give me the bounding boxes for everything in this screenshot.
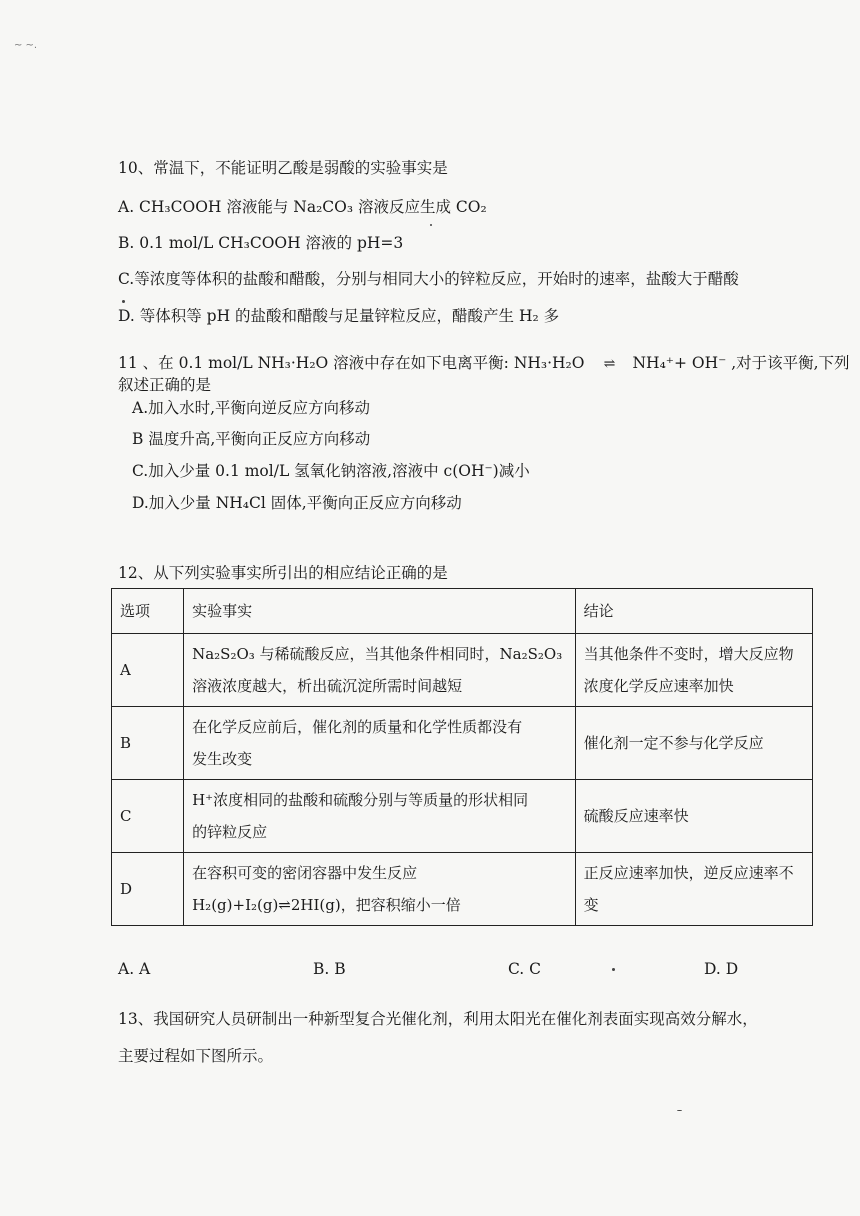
table-row <box>112 853 813 926</box>
stray-dash-icon <box>677 1110 682 1111</box>
row-conclusion <box>575 707 812 780</box>
fact-line: H₂(g)+I₂(g)⇌2HI(g)，把容积缩小一倍 <box>192 896 461 914</box>
fact-line: H⁺浓度相同的盐酸和硫酸分别与等质量的形状相同 <box>192 791 529 809</box>
row-option: B <box>112 707 184 780</box>
corner-mark: ~ ~. <box>14 40 38 51</box>
q12-answer-b: B. B <box>313 960 346 978</box>
conclusion-line: 当其他条件不变时，增大反应物 <box>583 645 794 663</box>
fact-line: 在化学反应前后，催化剂的质量和化学性质都没有 <box>192 718 523 736</box>
header-option: 选项 <box>112 589 184 634</box>
fact-line: 的锌粒反应 <box>192 823 268 841</box>
conclusion-line: 变 <box>583 896 599 914</box>
row-option: D <box>112 853 184 926</box>
header-conclusion: 结论 <box>575 589 812 634</box>
q11-stem <box>118 352 850 375</box>
q11-option-a: A.加入水时,平衡向逆反应方向移动 <box>132 399 371 417</box>
q13-line2: 主要过程如下图所示。 <box>118 1047 274 1065</box>
row-fact <box>184 707 576 780</box>
stray-dot-icon <box>430 224 432 226</box>
stray-dot-icon <box>122 300 125 303</box>
row-fact <box>184 853 576 926</box>
q13-line1: 13、我国研究人员研制出一种新型复合光催化剂，利用太阳光在催化剂表面实现高效分解水， <box>118 1010 758 1028</box>
q12-table <box>111 588 813 926</box>
conclusion-line: 正反应速率加快，逆反应速率不 <box>583 864 794 882</box>
row-conclusion <box>575 780 812 853</box>
header-fact: 实验事实 <box>184 589 576 634</box>
fact-line: Na₂S₂O₃ 与稀硫酸反应，当其他条件相同时，Na₂S₂O₃ <box>192 645 563 663</box>
fact-line: 在容积可变的密闭容器中发生反应 <box>192 864 418 882</box>
equilibrium-arrow-icon: ⇌ <box>603 356 614 372</box>
row-conclusion <box>575 853 812 926</box>
q12-answer-c: C. C <box>508 960 542 978</box>
conclusion-line: 催化剂一定不参与化学反应 <box>583 734 764 752</box>
conclusion-line: 硫酸反应速率快 <box>583 807 689 825</box>
q12-answer-d: D. D <box>704 960 739 978</box>
q10-option-d: D. 等体积等 pH 的盐酸和醋酸与足量锌粒反应，醋酸产生 H₂ 多 <box>118 307 560 325</box>
table-row <box>112 780 813 853</box>
q11-option-d: D.加入少量 NH₄Cl 固体,平衡向正反应方向移动 <box>132 494 462 512</box>
q11-option-b: B 温度升高,平衡向正反应方向移动 <box>132 430 371 448</box>
table-header-row <box>112 589 813 634</box>
q11-stem-part2: NH₄⁺+ OH⁻ ,对于该平衡,下列 <box>632 354 850 372</box>
q12-answer-a: A. A <box>118 960 151 978</box>
q10-option-b: B. 0.1 mol/L CH₃COOH 溶液的 pH=3 <box>118 234 404 252</box>
q10-option-c: C.等浓度等体积的盐酸和醋酸，分别与相同大小的锌粒反应，开始时的速率，盐酸大于醋酸 <box>118 270 739 288</box>
fact-line: 溶液浓度越大，析出硫沉淀所需时间越短 <box>192 677 463 695</box>
q12-stem: 12、从下列实验事实所引出的相应结论正确的是 <box>118 564 448 582</box>
q11-stem-part1: 11 、在 0.1 mol/L NH₃·H₂O 溶液中存在如下电离平衡: NH₃·H₂O <box>118 354 585 372</box>
table-row <box>112 634 813 707</box>
q11-stem-line2: 叙述正确的是 <box>118 376 212 394</box>
q10-option-a: A. CH₃COOH 溶液能与 Na₂CO₃ 溶液反应生成 CO₂ <box>118 198 487 216</box>
row-option: A <box>112 634 184 707</box>
q10-stem: 10、常温下，不能证明乙酸是弱酸的实验事实是 <box>118 159 448 177</box>
conclusion-line: 浓度化学反应速率加快 <box>583 677 734 695</box>
row-conclusion <box>575 634 812 707</box>
fact-line: 发生改变 <box>192 750 253 768</box>
q11-option-c: C.加入少量 0.1 mol/L 氢氧化钠溶液,溶液中 c(OH⁻)减小 <box>132 462 530 480</box>
row-fact <box>184 634 576 707</box>
table-row <box>112 707 813 780</box>
row-option: C <box>112 780 184 853</box>
row-fact <box>184 780 576 853</box>
stray-dot-icon <box>612 968 615 971</box>
